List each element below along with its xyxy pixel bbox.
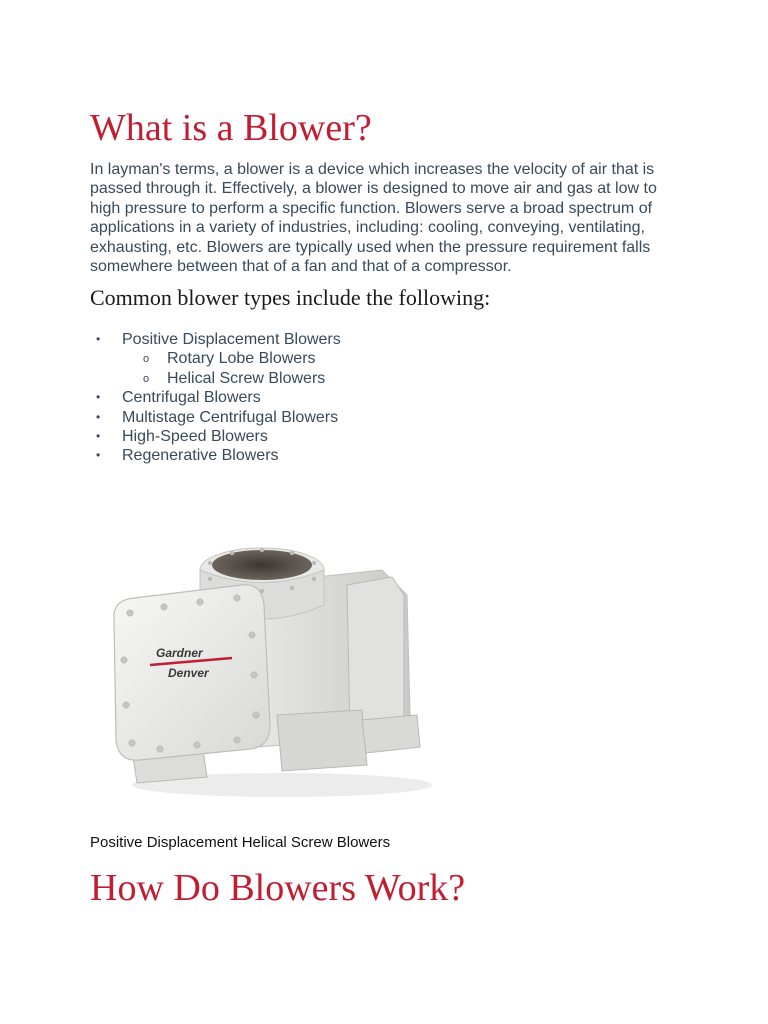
list-item — [96, 330, 341, 349]
list-item — [96, 349, 341, 368]
list-item-label: Centrifugal Blowers — [122, 389, 261, 407]
list-item-label: Helical Screw Blowers — [167, 369, 326, 387]
list-item — [96, 408, 341, 427]
logo-text-gardner: Gardner — [156, 646, 203, 660]
figure-caption: Positive Displacement Helical Screw Blowers — [90, 834, 391, 851]
blower-product-image — [92, 515, 432, 805]
list-item — [96, 369, 341, 388]
bullet-icon: • — [96, 332, 101, 346]
blower-drawing — [114, 548, 432, 797]
list-item-label: Positive Displacement Blowers — [122, 331, 341, 348]
list-item-label: Multistage Centrifugal Blowers — [122, 408, 339, 426]
list-item — [96, 388, 341, 407]
hollow-bullet-icon: o — [143, 353, 150, 366]
bullet-icon: • — [96, 429, 101, 444]
section-title-how-do-blowers-work: How Do Blowers Work? — [90, 867, 466, 909]
list-item-label: Rotary Lobe Blowers — [167, 350, 316, 368]
list-item — [96, 446, 341, 465]
list-item-label: Regenerative Blowers — [122, 447, 279, 465]
blower-types-list — [96, 330, 341, 466]
list-item-label: High-Speed Blowers — [122, 428, 268, 446]
section-title-what-is-a-blower: What is a Blower? — [90, 107, 372, 149]
blower-types-heading: Common blower types include the following: — [90, 285, 491, 310]
intro-paragraph: In layman's terms, a blower is a device which increases the velocity of air that is passed through it. Effectively, a blower is designed to move air and gas at low to high pressure to perform a specific function. Blowers serve a broad spectrum of applications in a variety of industries, including: cooling, conveying, ventilating, exhausting, etc. Blowers are typically used when the pressure requirement falls somewhere between that of a fan and that of a compressor. — [90, 161, 657, 276]
bullet-icon: • — [96, 390, 101, 405]
list-item — [96, 427, 341, 446]
hollow-bullet-icon: o — [143, 372, 150, 385]
logo-text-denver: Denver — [168, 666, 209, 680]
bullet-icon: • — [96, 409, 101, 424]
bullet-icon: • — [96, 448, 101, 463]
